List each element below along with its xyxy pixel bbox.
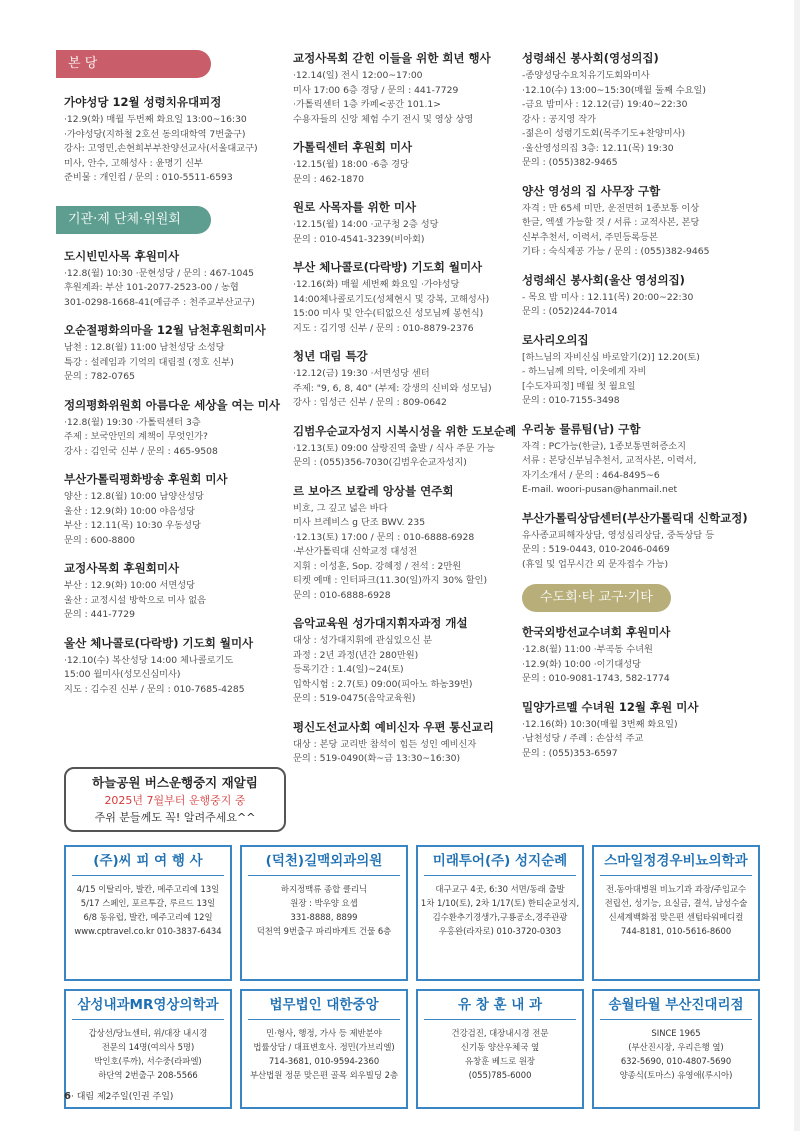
notice-line: 지휘 : 이성훈, Sop. 강혜정 / 전석 : 2만원 xyxy=(293,560,462,572)
notice-line: 문의 : 010-4541-3239(비아회) xyxy=(293,233,425,245)
notice-title: 도시빈민사목 후원미사 xyxy=(64,248,180,263)
notice-line: 강사 : 공지영 작가 xyxy=(522,113,596,125)
column-3 xyxy=(522,50,748,773)
notice-title: 울산 체나콜로(다락방) 기도회 월미사 xyxy=(64,635,254,650)
ad-name: 법무법인 대한중앙 xyxy=(248,991,400,1020)
notice-line: 기타 : 숙식제공 가능 / 문의 : (055)382-9465 xyxy=(522,246,710,257)
notice-line: 준비물 : 개인컵 / 문의 : 010-5511-6593 xyxy=(64,172,233,183)
ad-line: 건강검진, 대장내시경 전문 xyxy=(451,1028,549,1038)
notice-title: 김범우순교자성지 시복시성을 위한 도보순례 xyxy=(293,423,517,438)
notice-line: 문의 : (055)353-6597 xyxy=(522,747,618,759)
notice-item xyxy=(522,699,744,762)
notice-line: 부산 : 12.11(목) 10:30 우동성당 xyxy=(64,520,201,531)
notice-line: 남천 : 12.8(월) 11:00 남천성당 소성당 xyxy=(64,342,225,353)
notice-line: [하느님의 자비신심 바로알기(2)] 12.20(토) xyxy=(522,351,700,363)
notice-line: 15:00 월미사(성모신심미사) xyxy=(64,669,181,680)
ad-line: 갑상선/당뇨센터, 위/대장 내시경 xyxy=(88,1028,208,1038)
notice-line: -종양성당수요치유기도회와미사 xyxy=(522,70,650,81)
notice-item xyxy=(64,322,286,385)
notice-item xyxy=(293,348,515,411)
notice-title: 르 보아즈 보칼레 앙상블 연주회 xyxy=(293,483,454,498)
notice-line: ·12.13(토) 09:00 삼랑진역 출발 / 식사 주문 가능 xyxy=(293,442,495,454)
notice-line: 주제 : 보국안민의 계책이 무엇인가? xyxy=(64,431,208,442)
notice-title: 성령쇄신 봉사회(영성의집) xyxy=(522,51,659,65)
footer xyxy=(64,1089,173,1102)
notice-line: ·가톨릭센터 1층 카페<공간 101.1> xyxy=(293,99,441,110)
notice-line: ·12.15(월) 18:00 ·6층 경당 xyxy=(293,159,409,170)
notice-line: 서류 : 본당신부님추천서, 교적사본, 이력서, xyxy=(522,455,697,466)
ad-line: 632-5690, 010-4807-5690 xyxy=(620,1056,732,1066)
notice-line: 한글, 엑셀 가능할 것 / 서류 : 교적사본, 본당 xyxy=(522,217,700,228)
page-number: 6 xyxy=(64,1091,71,1102)
notice-line: ·12.9(화) 10:00 ·이기대성당 xyxy=(522,658,642,670)
ad-line: 전문의 14명(여의사 5명) xyxy=(101,1042,195,1052)
ad-line: 덕천역 9번출구 파리바게트 건물 6층 xyxy=(256,926,392,936)
notice-line: 문의 : 519-0443, 010-2046-0469 xyxy=(522,544,670,555)
notice-line: 문의 : 010-7155-3498 xyxy=(522,395,620,406)
notice-line: 울산 : 교정시설 방학으로 미사 없음 xyxy=(64,594,206,606)
notice-line: ·12.8(월) 11:00 ·부곡동 수녀원 xyxy=(522,644,653,655)
ad-line: 신세계백화점 맞은편 센텀타워메디컬 xyxy=(608,912,744,922)
tag-groups: 기관·제 단체·위원회 xyxy=(56,206,211,234)
orders-list xyxy=(522,624,744,761)
notice-item xyxy=(293,139,515,187)
notice-line: 유사종교피해자상담, 영성심리상담, 중독상담 등 xyxy=(522,529,715,541)
notice-title: 음악교육원 성가대지휘자과정 개설 xyxy=(293,616,468,630)
ad-line: 6/8 동유럽, 발칸, 메주고리예 12일 xyxy=(83,912,213,922)
ad-name: 스마일정경우비뇨의학과 xyxy=(600,847,752,876)
notice-line: 자격 : PC가능(한글), 1종보통면허증소지 xyxy=(522,440,686,452)
notice-line: -젊은이 성령기도회(목주기도+찬양미사) xyxy=(522,128,686,139)
column-2 xyxy=(293,50,515,779)
notice-line: 수용자들의 신앙 체험 수기 전시 및 영상 상영 xyxy=(293,113,474,125)
notice-line: 문의 : 600-8800 xyxy=(64,534,135,546)
notice-line: ·울산영성의집 3층: 12.11(목) 19:30 xyxy=(522,142,674,154)
notice-line: ·12.12(금) 19:30 ·서면성당 센터 xyxy=(293,368,430,379)
notice-line: ·12.16(화) 매월 세번째 화요일 ·가야성당 xyxy=(293,279,460,290)
notice-line: 부산 : 12.9(화) 10:00 서면성당 xyxy=(64,580,196,591)
ad-line: www.cptravel.co.kr 010-3837-6434 xyxy=(74,926,222,936)
notice-line: ·12.10(수) 복산성당 14:00 체나콜로기도 xyxy=(64,654,234,666)
footer-text: · 대림 제2주일(인권 주일) xyxy=(70,1092,174,1102)
notice-title: 원로 사목자를 위한 미사 xyxy=(293,200,417,214)
ad-box xyxy=(416,989,584,1109)
notice-title: 교정사목회 후원회미사 xyxy=(64,561,180,575)
notice-line: 301-0298-1668-41(예금주 : 천주교부산교구) xyxy=(64,296,255,308)
notice-line: - 하느님께 의탁, 이웃에게 자비 xyxy=(522,366,647,377)
notice-title: 가야성당 12월 성령치유대피정 xyxy=(64,95,222,109)
notice-line: 문의 : 010-6888-6928 xyxy=(293,589,391,601)
ad-box xyxy=(416,845,584,981)
bus-notice-red: 2025년 7월부터 운행중지 중 xyxy=(104,794,246,807)
notice-title: 평신도선교사회 예비신자 우편 통신교리 xyxy=(293,719,494,734)
ad-line: (부산진시장, 우리은행 옆) xyxy=(628,1042,724,1052)
notice-line: 문의 : 462-1870 xyxy=(293,173,364,185)
notice-line: ·가야성당(지하철 2호선 동의대학역 7번출구) xyxy=(64,128,246,140)
ad-line: 전.동아대병원 비뇨기과 과장/주임교수 xyxy=(605,884,747,894)
ad-box xyxy=(64,845,232,981)
notice-item xyxy=(522,272,744,320)
ad-box xyxy=(240,845,408,981)
notice-line: 자기소개서 / 문의 : 464-8495~6 xyxy=(522,469,660,481)
notice-line: 문의 : 010-9081-1743, 582-1774 xyxy=(522,673,670,684)
notice-title: 교정사목회 갇힌 이들을 위한 희년 행사 xyxy=(293,51,491,65)
ads-grid xyxy=(64,845,758,1109)
notice-line: 문의 : (055)356-7030(김범우순교자성지) xyxy=(293,457,467,468)
notice-line: 강사 : 김인국 신부 / 문의 : 465-9508 xyxy=(64,445,218,457)
notice-title: 오순절평화의마을 12월 남천후원회미사 xyxy=(64,323,266,337)
ad-name: 삼성내과MR영상의학과 xyxy=(72,991,224,1020)
notice-item xyxy=(64,248,286,311)
ad-line: 박인호(루까), 서수중(라파엘) xyxy=(94,1056,202,1066)
notice-title: 정의평화위원회 아름다운 세상을 여는 미사 xyxy=(64,397,280,412)
notice-line: 지도 : 김기영 신부 / 문의 : 010-8879-2376 xyxy=(293,322,474,334)
ad-name: (덕천)길맥외과의원 xyxy=(248,847,400,876)
notice-line: 티켓 예매 : 인터파크(11.30(일)까지 30% 할인) xyxy=(293,575,488,586)
notice-line: 주제: "9, 6, 8, 40" (부제: 강생의 신비와 성모님) xyxy=(293,382,492,394)
bus-notice-title: 하늘공원 버스운행중지 재알림 xyxy=(92,775,258,790)
notice-line: ·남천성당 / 주례 : 손삼석 주교 xyxy=(522,733,644,744)
notice-line: 문의 : (055)382-9465 xyxy=(522,157,618,168)
notice-item xyxy=(64,94,286,186)
notice-title: 밀양가르멜 수녀원 12월 후원 미사 xyxy=(522,699,699,714)
notice-line: (휴일 및 업무시간 외 문자접수 가능) xyxy=(522,558,669,570)
column-3-list xyxy=(522,50,748,572)
notice-line: 미사, 안수, 고해성사 : 윤명기 신부 xyxy=(64,157,203,169)
notice-line: - 목요 밤 미사 : 12.11(목) 20:00~22:30 xyxy=(522,291,694,303)
notice-line: 문의 : 441-7729 xyxy=(64,609,135,620)
notice-title: 우리농 물류팀(남) 구함 xyxy=(522,421,641,436)
ad-line: 법률상담 / 대표변호사. 정민(가브리엘) xyxy=(253,1042,395,1052)
notice-line: 강사: 고영민,손현희부부찬양선교사(서울대교구) xyxy=(64,143,258,154)
notice-line: 대상 : 본당 교리반 참석이 힘든 성인 예비신자 xyxy=(293,738,477,750)
ad-name: (주)씨 피 여 행 사 xyxy=(72,847,224,876)
notice-line: ·12.13(토) 17:00 / 문의 : 010-6888-6928 xyxy=(293,531,475,543)
notice-item xyxy=(293,615,515,707)
notice-line: 문의 : 782-0765 xyxy=(64,371,135,382)
tag-bondang: 본 당 xyxy=(56,50,211,78)
notice-line: ·12.16(화) 10:30(매월 3번째 화요일) xyxy=(522,718,678,730)
ad-line: 714-3681, 010-9594-2360 xyxy=(268,1056,380,1066)
notice-line: 양산 : 12.8(월) 10:00 남양산성당 xyxy=(64,491,204,502)
notice-line: 14:00체나콜로기도(성체현시 및 강복, 고해성사) xyxy=(293,293,490,305)
notice-title: 양산 영성의 집 사무장 구함 xyxy=(522,183,661,198)
notice-line: 문의 : 519-0475(음악교육원) xyxy=(293,693,416,704)
ad-line: 전립선, 성기능, 요실금, 결석, 남성수술 xyxy=(604,898,748,908)
notice-line: 과정 : 2년 과정(년간 280만원) xyxy=(293,649,419,661)
ad-line: SINCE 1965 xyxy=(651,1028,701,1038)
column-2-list xyxy=(293,50,515,767)
column-1 xyxy=(64,50,286,709)
notice-title: 성령쇄신 봉사회(울산 영성의집) xyxy=(522,272,685,287)
notice-item xyxy=(293,50,515,127)
ad-line: 하단역 2번출구 208-5566 xyxy=(98,1070,198,1080)
notice-title: 가톨릭센터 후원회 미사 xyxy=(293,140,413,154)
ad-line: (055)785-6000 xyxy=(468,1070,532,1080)
ad-name: 송월타월 부산진대리점 xyxy=(600,991,752,1020)
notice-item xyxy=(522,624,744,687)
notice-line: ·부산가톨릭대 신학교정 대성전 xyxy=(293,546,418,557)
notice-line: 문의 : 519-0490(화~금 13:30~16:30) xyxy=(293,753,461,764)
ad-line: 744-8181, 010-5616-8600 xyxy=(620,926,732,936)
ad-line: 김수환추기경생가,구룡공소,경주관광 xyxy=(432,912,568,922)
ad-line: 원장 : 박우양 요셉 xyxy=(290,898,358,908)
notice-item xyxy=(64,635,286,698)
notice-line: 15:00 미사 및 안수(티없으신 성모님께 봉헌식) xyxy=(293,308,484,319)
ad-line: 하지정맥류 종합 클리닉 xyxy=(280,884,368,894)
bondang-list xyxy=(64,94,286,186)
ad-line: 331-8888, 8899 xyxy=(290,912,358,922)
notice-title: 부산 체나콜로(다락방) 기도회 월미사 xyxy=(293,260,483,274)
notice-item xyxy=(293,483,515,604)
notice-title: 한국외방선교수녀회 후원미사 xyxy=(522,625,671,639)
notice-line: 울산 : 12.9(화) 10:00 야음성당 xyxy=(64,505,196,517)
notice-item xyxy=(293,199,515,247)
ad-box xyxy=(592,845,760,981)
notice-line: 지도 : 김수진 신부 / 문의 : 010-7685-4285 xyxy=(64,683,245,695)
ad-line: 대구교구 4곳, 6:30 서면/동래 출발 xyxy=(435,884,565,894)
notice-line: 자격 : 만 65세 미만, 운전면허 1종보통 이상 xyxy=(522,202,700,214)
notice-item xyxy=(64,397,286,460)
ad-name: 미래투어(주) 성지순례 xyxy=(424,847,576,876)
notice-item xyxy=(64,560,286,623)
notice-line: 미사 브레비스 g 단조 BWV. 235 xyxy=(293,517,426,528)
notice-line: 입학시험 : 2.7(토) 09:00(피아노 하농39번) xyxy=(293,678,473,690)
page-edge xyxy=(794,0,800,1131)
groups-list xyxy=(64,248,286,698)
notice-line: ·12.8(월) 10:30 ·문현성당 / 문의 : 467-1045 xyxy=(64,267,255,279)
notice-line: ·12.8(월) 19:30 ·가톨릭센터 3층 xyxy=(64,416,201,428)
notice-item xyxy=(293,259,515,336)
tag-orders: 수도회·타 교구·기타 xyxy=(522,584,671,612)
notice-item xyxy=(522,50,744,171)
ad-name: 유 창 훈 내 과 xyxy=(424,991,576,1020)
notice-line: 후원계좌: 부산 101-2077-2523-00 / 농협 xyxy=(64,282,239,293)
notice-title: 로사리오의집 xyxy=(522,332,589,347)
ad-line: 부산법원 정문 맞은편 골목 외우빌딩 2층 xyxy=(249,1070,399,1080)
notice-item xyxy=(293,423,515,471)
ad-box xyxy=(592,989,760,1109)
notice-line: 대상 : 성가대지휘에 관심있으신 분 xyxy=(293,635,433,646)
bus-notice-text: 주위 분들께도 꼭! 알려주세요^^ xyxy=(94,811,256,824)
notice-item xyxy=(522,183,744,260)
notice-item xyxy=(64,471,286,548)
notice-line: 비흐, 그 깊고 넓은 바다 xyxy=(293,502,388,514)
ad-line: 1차 1/10(토), 2차 1/17(토) 한티순교성지, xyxy=(420,898,580,908)
ad-line: 5/17 스페인, 포르투갈, 루르드 13일 xyxy=(80,898,216,908)
notice-item xyxy=(293,719,515,767)
notice-line: [수도자피정] 매월 첫 월요일 xyxy=(522,380,636,392)
notice-line: E-mail. woori-pusan@hanmail.net xyxy=(522,484,678,495)
ad-line: 우홍완(라자로) 010-3720-0303 xyxy=(438,926,562,936)
notice-title: 부산가톨릭평화방송 후원회 미사 xyxy=(64,472,228,486)
notice-line: -금요 밤미사 : 12.12(금) 19:40~22:30 xyxy=(522,99,688,110)
ad-line: 4/15 이탈리아, 발칸, 메주고리예 13일 xyxy=(76,884,220,894)
notice-line: 강사 : 임성근 신부 / 문의 : 809-0642 xyxy=(293,397,447,408)
notice-title: 부산가톨릭상담센터(부산가톨릭대 신학교정) xyxy=(522,510,748,525)
ad-line: 신기동 양산우체국 옆 xyxy=(460,1042,540,1052)
notice-item xyxy=(522,510,748,573)
notice-line: 미사 17:00 6층 경당 / 문의 : 441-7729 xyxy=(293,84,459,96)
notice-line: ·12.14(일) 전시 12:00~17:00 xyxy=(293,70,423,81)
notice-line: 등록기간 : 1.4(일)~24(토) xyxy=(293,664,404,675)
notice-line: 신부추천서, 이력서, 주민등록등본 xyxy=(522,231,658,243)
ad-line: 민·형사, 행정, 가사 등 제반분야 xyxy=(266,1028,382,1038)
notice-line: 특강 : 설레임과 기억의 대림절 (정호 신부) xyxy=(64,356,234,368)
ad-box xyxy=(240,989,408,1109)
notice-line: ·12.10(수) 13:00~15:30(매월 둘째 수요일) xyxy=(522,84,706,96)
bus-notice-box xyxy=(64,767,286,832)
ad-line: 유창훈 베드로 원장 xyxy=(464,1056,536,1066)
notice-line: ·12.9(화) 매월 두번째 화요일 13:00~16:30 xyxy=(64,114,247,125)
ad-line: 양종식(토마스) 유영애(루시아) xyxy=(619,1070,733,1080)
notice-item xyxy=(522,421,744,498)
notice-line: 문의 : (052)244-7014 xyxy=(522,306,618,317)
notice-item xyxy=(522,332,744,409)
notice-title: 청년 대림 특강 xyxy=(293,349,368,363)
notice-line: ·12.15(월) 14:00 ·교구청 2층 성당 xyxy=(293,219,439,230)
